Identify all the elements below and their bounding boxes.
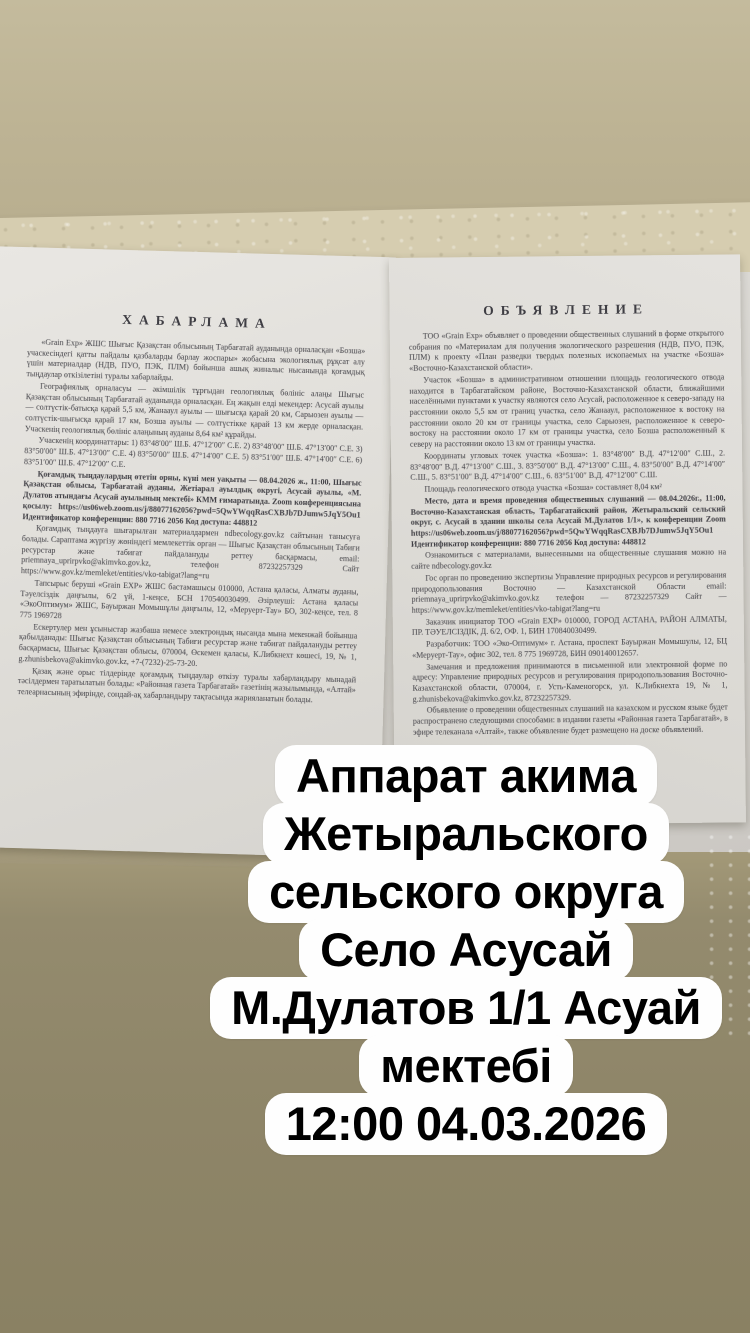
caption-line: М.Дулатов 1/1 Асуай bbox=[210, 977, 722, 1039]
doc-paragraph: Географиялық орналасуы — әкімшілік тұрғыдан геологиялық бөлініс алаңы Шығыс Қазақстан облысының Тарбағатай ауданында орналасқан. Ең жақын елді мекендер: Асусай ауылы — солтүстік-батысқа қарай 5,5 км, Жанааул ауылы — шығысқа қарай 20 км, Сарыозен ауылы — солтүстік-шығысқа қарай 17 км, Бозша ауылы — солтүстікке қарай 13 км жерде орналасқан. Учаскенің геологиялық бөлініс алаңының ауданы 8,64 км² құрайды. bbox=[24, 381, 365, 440]
doc-paragraph: Тапсырыс беруші «Grain EXP» ЖШС бастамашысы 010000, Астана қаласы, Алматы ауданы, Тәуелсіздік даңғылы, 6/2 үй, 1-кеңсе, БСН 170540030499. Әзірлеуші: Астана қаласы «ЭкоОптимум» ЖШС, Бауыржан Момышұлы даңғылы, 12, «Меруерт-Тау» БО, 302-кеңсе, тел. 8 775 1969728 bbox=[19, 578, 359, 621]
doc-paragraph: Разработчик: ТОО «Эко-Оптимум» г. Астана, проспект Бауыржан Момышулы, 12, БЦ «Меруерт-Тау», офис 302, тел. 8 775 1969728, БИН 090140012657. bbox=[412, 636, 728, 660]
doc-paragraph: Участок «Бозша» в административном отношении площадь геологического отвода находится в Тарбагатайском районе, Восточно-Казахстанской области, ближайшими населёнными пунктами к участку являются село Асусай, расположенное к северо-западу на расстоянии около 5,5 км от границ участка, село Жанааул, расположенное к востоку на расстоянии около 20 км от границы участка, село Сарыозен, расположенное к северо-востоку на расстоянии около 17 км от границы участка, село Бозша расположенный к северу на расстоянии около 13 км от границы участка. bbox=[409, 372, 725, 449]
doc-paragraph: Гос орган по проведению экспертизы Управление природных ресурсов и регулирования природопользования Восточно — Казахстанской Области email: priemnaya_uprirpvko@akimvko.gov.kz телефон — 87232257329 Сайт — https://www.gov.kz/memleket/entities/vko-tabigat?lang=ru bbox=[411, 570, 727, 615]
doc-paragraph: Қоғамдық тыңдаулардың өтетін орны, күні мен уақыты — 08.04.2026 ж., 11:00, Шығыс Қазақстан облысы, Тарбағатай ауданы, Жетіарал ауылдық округі, Асусай ауылы, «М. Дулатов атындағы Асусай ауылының мектебі» КММ ғимаратында. Zoom конференциясына қосылу: https://us06web.zoom.us/j/88077162056?pwd=5QwYWqqRasCXBJb7DJumw5JqY5Ou1 Идентификатор конференции: 880 7716 2056 Код доступа: 448812 bbox=[22, 469, 362, 528]
doc-body-kazakh bbox=[17, 337, 365, 707]
doc-paragraph: «Grain Exp» ЖШС Шығыс Қазақстан облысының Тарбағатай ауданында орналасқан «Бозша» учаскесіндегі қатты пайдалы қазбаларды барлау жоспары» жобасына экологиялық рұқсат алу үшін материалдар (НДВ, ПУО, ПЭК, ПЛМ) бойынша ашық жиналыс нысанында қоғамдық тыңдаулар өткізілетіні туралы хабарлайды. bbox=[26, 337, 366, 383]
doc-body-russian bbox=[409, 328, 728, 738]
caption-line: 12:00 04.03.2026 bbox=[265, 1093, 668, 1155]
doc-paragraph: Объявление о проведении общественных слушаний на казахском и русском языке будет распространено следующими способами: в издании газеты «Районная газета Тарбагатай», в эфире телеканала «Алтай», также объявление будет размещено на доске объявлений. bbox=[412, 702, 728, 737]
doc-paragraph: ТОО «Grain Exp» объявляет о проведении общественных слушаний в форме открытого собрания по «Материалам для получения экологического разрешения (НДВ, ПУО, ПЭК, ПЛМ) к проекту «План разведки твердых полезных ископаемых на участке «Бозша» «Восточно-Казахстанской области». bbox=[408, 328, 725, 373]
caption-line: Жетыральского bbox=[263, 803, 669, 865]
wall-top bbox=[0, 0, 750, 236]
doc-paragraph: Ознакомиться с материалами, вынесенными на общественные слушания можно на сайте ndbecology.gov.kz bbox=[411, 547, 727, 571]
doc-paragraph: Қоғамдық тыңдауға шығарылған материалдармен ndbecology.gov.kz сайтынан танысуға болады. Сараптама жүргізу жөніндегі мемлекеттік орган — Шығыс Қазақстан облысының Табиғи ресурстар және табиғат пайдалануды реттеу басқармасы, email: priemnaya_uprirpvko@akimvko.gov.kz, телефон 87232257329 Сайт https://www.gov.kz/memleket/entities/vko-tabigat?lang=ru bbox=[20, 523, 361, 581]
caption-line: Аппарат акима bbox=[275, 745, 657, 807]
doc-paragraph: Координаты угловых точек участка «Бозша»: 1. 83°48′00″ В.Д. 47°12′00″ С.Ш., 2. 83°48′00″ В.Д. 47°13′00″ С.Ш., 3. 83°50′00″ В.Д. 47°13′00″ С.Ш., 4. 83°50′00″ В.Д. 47°14′00″ С.Ш., 5. 83°51′00″ В.Д. 47°14′00″ С.Ш., 6. 83°51′00″ В.Д. 47°12′00″ С.Ш. bbox=[410, 448, 726, 483]
paper-russian-announcement bbox=[389, 254, 746, 826]
doc-paragraph: Учаскенің координаттары: 1) 83°48′00″ Ш.Б. 47°12′00″ С.Е. 2) 83°48′00″ Ш.Б. 47°13′00″ С.Е. 3) 83°50′00″ Ш.Б. 47°13′00″ С.Е. 4) 83°50′00″ Ш.Б. 47°14′00″ С.Е. 5) 83°51′00″ Ш.Б. 47°14′00″ С.Е. 6) 83°51′00″ Ш.Б. 47°12′00″ С.Е. bbox=[23, 436, 363, 469]
caption-line: сельского округа bbox=[248, 861, 684, 923]
doc-paragraph: Қазақ және орыс тілдерінде қоғамдық тыңдаулар өткізу туралы хабарландыру мынадай тәсілдермен таратылатын болады: «Районная газета Тарбагатай» газетінің жазылымында, «Алтай» телеарнасының эфирінде, сондай-ақ хабарландыру тақтасында жарияланатын болады. bbox=[17, 666, 357, 705]
caption-line: Село Асусай bbox=[299, 919, 633, 981]
doc-paragraph: Ескертулер мен ұсыныстар жазбаша немесе электрондық нысанда мына мекенжай бойынша қабылданады: Шығыс Қазақстан облысының Табиғи ресурстар және табиғат пайдалануды реттеу басқармасы, Шығыс Қазақстан облысы, 070004, Өскемен қаласы, К.Либкнехт көшесі, 19, № 1, g.zhunisbekova@akimvko.gov.kz, +7-(7232)-25-73-20. bbox=[18, 622, 358, 668]
doc-paragraph: Место, дата и время проведения общественных слушаний — 08.04.2026г., 11:00, Восточно-Казахстанская область, Тарбагатайский район, Жетыральский сельский округ, с. Асусай в здании школы села Асусай М.Дулатов 1/1», к конференции Zoom https://us06web.zoom.us/j/88077162056?pwd=5QwYWqqRasCXBJb7DJumw5JqY5Ou1 Идентификатор конференции: 880 7716 2056 Код доступа: 448812 bbox=[410, 493, 726, 549]
doc-paragraph: Заказчик инициатор ТОО «Grain EXP» 010000, ГОРОД АСТАНА, РАЙОН АЛМАТЫ, ПР. ТӘУЕЛСІЗДІК, Д. 6/2, ОФ. 1, БИН 170840030499. bbox=[411, 614, 727, 638]
doc-title-kazakh: ХАБАРЛАМА bbox=[122, 311, 272, 332]
doc-paragraph: Площадь геологического отвода участка «Бозша» составляет 8,04 км² bbox=[424, 482, 662, 494]
doc-paragraph: Замечания и предложения принимаются в письменной или электронной форме по адресу: Управление природных ресурсов и регулирования природопользования Восточно-Казахстанской области, 070004, г. Усть-Каменогорск, ул. К.Либкнехта 19, № 1, g.zhunisbekova@akimvko.gov.kz, 87232257329. bbox=[412, 659, 728, 704]
doc-title-russian: ОБЪЯВЛЕНИЕ bbox=[483, 301, 649, 319]
caption-overlay bbox=[180, 745, 750, 1155]
caption-line: мектебі bbox=[359, 1035, 573, 1097]
